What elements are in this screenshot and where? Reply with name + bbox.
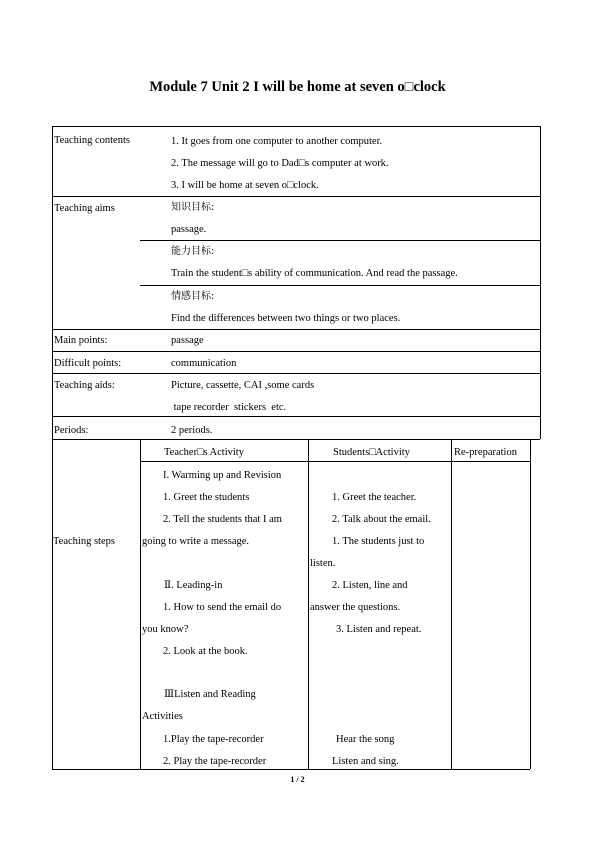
student-step-line: 2. Listen, line and: [332, 580, 408, 591]
emotion-aim-heading: 情感目标:: [171, 291, 215, 302]
student-step-line: 1. The students just to: [332, 536, 425, 547]
rule-students-prep: [451, 439, 452, 769]
difficult-points-value: communication: [171, 358, 237, 369]
teacher-step-line: ⅢListen and Reading: [164, 689, 256, 700]
periods-label: Periods:: [54, 425, 89, 436]
rule-steps-header-bottom: [140, 461, 530, 462]
teacher-step-line: 1. How to send the email do: [163, 602, 282, 613]
rule-periods-bottom: [52, 439, 540, 440]
teacher-step-line: I. Warming up and Revision: [163, 470, 282, 481]
teaching-contents-line-3: 3. I will be home at seven o□clock.: [171, 180, 319, 191]
teacher-step-line: 2. Play the tape-recorder: [163, 756, 267, 767]
teacher-step-line: Ⅱ. Leading-in: [164, 580, 223, 591]
rule-aims-bottom: [52, 329, 540, 330]
rule-bottom: [52, 769, 530, 770]
teacher-step-line: you know?: [142, 624, 189, 635]
main-points-value: passage: [171, 335, 204, 346]
student-step-line: listen.: [310, 558, 336, 569]
main-points-label: Main points:: [54, 335, 108, 346]
student-step-line: answer the questions.: [310, 602, 401, 613]
student-step-line: 2. Talk about the email.: [332, 514, 431, 525]
student-step-line: Listen and sing.: [332, 756, 399, 767]
rule-steps-header-right: [530, 439, 540, 440]
document-title: Module 7 Unit 2 I will be home at seven o□clock: [149, 79, 446, 95]
rule-label-column-steps: [140, 439, 141, 769]
students-activity-header: Students□Activity: [333, 447, 410, 458]
knowledge-aim-text: passage.: [171, 224, 207, 235]
teaching-aids-line-1: Picture, cassette, CAI ,some cards: [171, 380, 315, 391]
teaching-contents-line-1: 1. It goes from one computer to another computer.: [171, 136, 383, 147]
rule-top: [52, 126, 540, 127]
rule-knowledge-bottom: [140, 240, 540, 241]
rule-contents-bottom: [52, 196, 540, 197]
rule-teacher-students: [308, 439, 309, 769]
student-step-line: 1. Greet the teacher.: [332, 492, 417, 503]
student-step-line: Hear the song: [336, 734, 395, 745]
teaching-aids-line-2: tape recorder stickers etc.: [171, 402, 287, 413]
teaching-contents-line-2: 2. The message will go to Dad□s computer at work.: [171, 158, 389, 169]
teaching-contents-label: Teaching contents: [54, 135, 130, 146]
teacher-step-line: going to write a message.: [142, 536, 250, 547]
ability-aim-text: Train the student□s ability of communication. And read the passage.: [171, 268, 458, 279]
teaching-steps-label: Teaching steps: [53, 536, 115, 547]
periods-value: 2 periods.: [171, 425, 213, 436]
teacher-step-line: 1. Greet the students: [163, 492, 250, 503]
teaching-aids-label: Teaching aids:: [54, 380, 115, 391]
teacher-activity-header: Teacher□s Activity: [164, 447, 244, 458]
teacher-step-line: 1.Play the tape-recorder: [163, 734, 264, 745]
teaching-aims-label: Teaching aims: [54, 203, 115, 214]
rule-ability-bottom: [140, 285, 540, 286]
student-step-line: 3. Listen and repeat.: [336, 624, 422, 635]
teacher-step-line: 2. Look at the book.: [163, 646, 248, 657]
teacher-step-line: 2. Tell the students that I am: [163, 514, 282, 525]
rule-aids-bottom: [52, 416, 540, 417]
rule-right-upper: [540, 126, 541, 439]
rule-left: [52, 126, 53, 769]
knowledge-aim-heading: 知识目标:: [171, 202, 215, 213]
emotion-aim-text: Find the differences between two things or two places.: [171, 313, 401, 324]
difficult-points-label: Difficult points:: [54, 358, 122, 369]
page-number: 1 / 2: [290, 775, 305, 784]
ability-aim-heading: 能力目标:: [171, 246, 215, 257]
rule-difficult-bottom: [52, 373, 540, 374]
rule-right-steps: [530, 439, 531, 769]
re-preparation-header: Re-preparation: [454, 447, 517, 458]
rule-main-bottom: [52, 351, 540, 352]
teacher-step-line: Activities: [142, 711, 183, 722]
